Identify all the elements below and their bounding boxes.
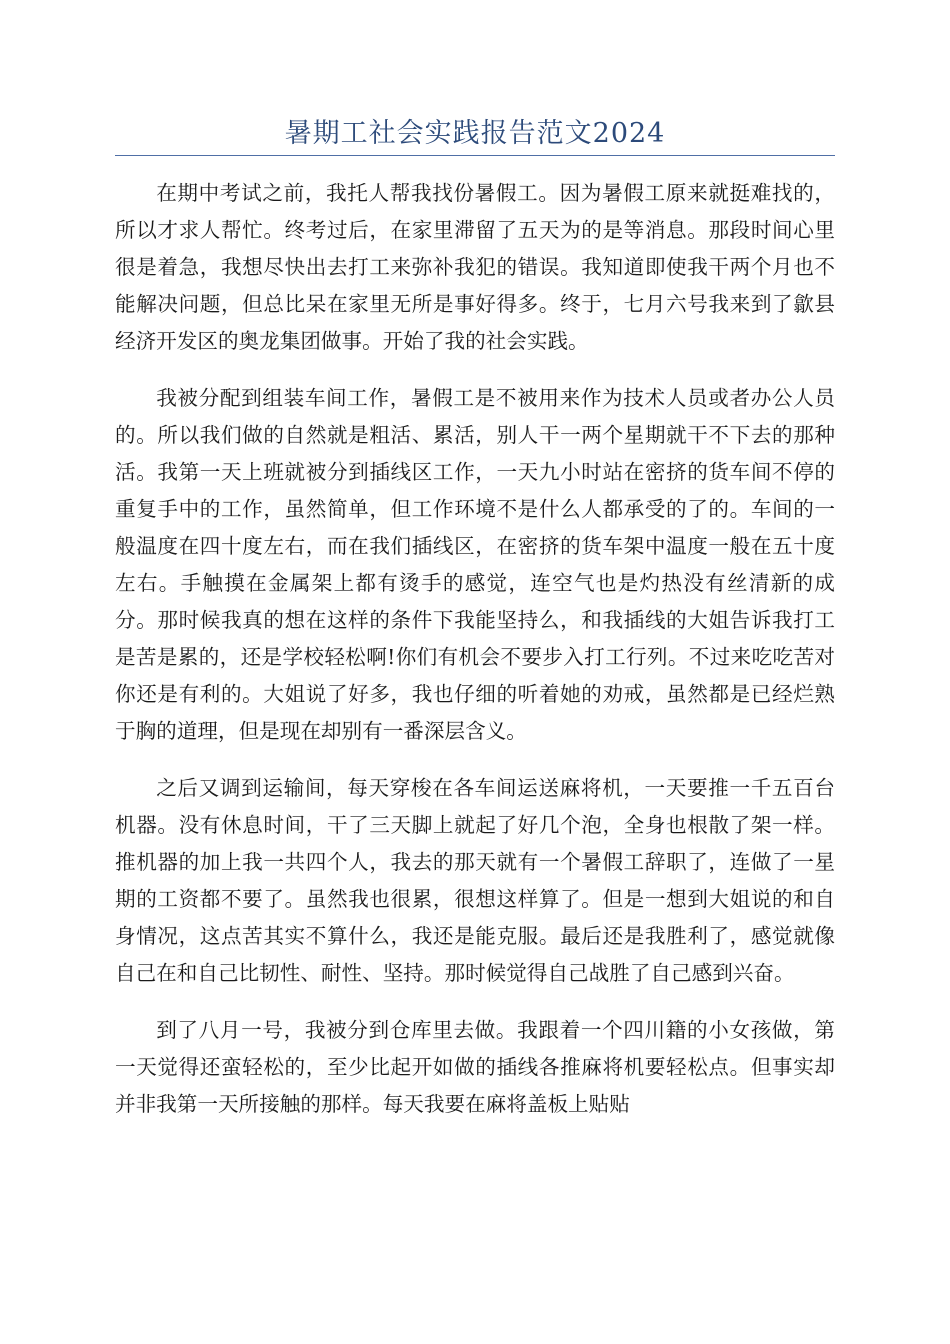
paragraph-3: 之后又调到运输间，每天穿梭在各车间运送麻将机，一天要推一千五百台机器。没有休息时间，干了三天脚上就起了好几个泡，全身也根散了架一样。推机器的加上我一共四个人，我去的那天就有一个暑假工辞职了，连做了一星期的工资都不要了。虽然我也很累，很想这样算了。但是一想到大姐说的和自身情况，这点苦其实不算什么，我还是能克服。最后还是我胜利了，感觉就像自己在和自己比韧性、耐性、坚持。那时候觉得自己战胜了自己感到兴奋。 [115, 776, 835, 985]
paragraph-1: 在期中考试之前，我托人帮我找份暑假工。因为暑假工原来就挺难找的，所以才求人帮忙。终考过后，在家里滞留了五天为的是等消息。那段时间心里很是着急，我想尽快出去打工来弥补我犯的错误。我知道即使我干两个月也不能解决问题，但总比呆在家里无所是事好得多。终于，七月六号我来到了歙县经济开发区的奥龙集团做事。开始了我的社会实践。 [115, 181, 835, 353]
document-title: 暑期工社会实践报告范文2024 [284, 118, 666, 149]
paragraph-2: 我被分配到组装车间工作，暑假工是不被用来作为技术人员或者办公人员的。所以我们做的自然就是粗活、累活，别人干一两个星期就干不下去的那种活。我第一天上班就被分到插线区工作，一天九小时站在密挤的货车间不停的重复手中的工作，虽然简单，但工作环境不是什么人都承受的了的。车间的一般温度在四十度左右，而在我们插线区，在密挤的货车架中温度一般在五十度左右。手触摸在金属架上都有烫手的感觉，连空气也是灼热没有丝清新的成分。那时候我真的想在这样的条件下我能坚持么，和我插线的大姐告诉我打工是苦是累的，还是学校轻松啊!你们有机会不要步入打工行列。不过来吃吃苦对你还是有利的。大姐说了好多，我也仔细的听着她的劝戒，虽然都是已经烂熟于胸的道理，但是现在却别有一番深层含义。 [115, 386, 835, 743]
paragraph-4: 到了八月一号，我被分到仓库里去做。我跟着一个四川籍的小女孩做，第一天觉得还蛮轻松的，至少比起开如做的插线各推麻将机要轻松点。但事实却并非我第一天所接触的那样。每天我要在麻将盖板上贴贴 [115, 1018, 835, 1116]
title-underline [115, 155, 835, 156]
document-body [115, 175, 835, 1123]
